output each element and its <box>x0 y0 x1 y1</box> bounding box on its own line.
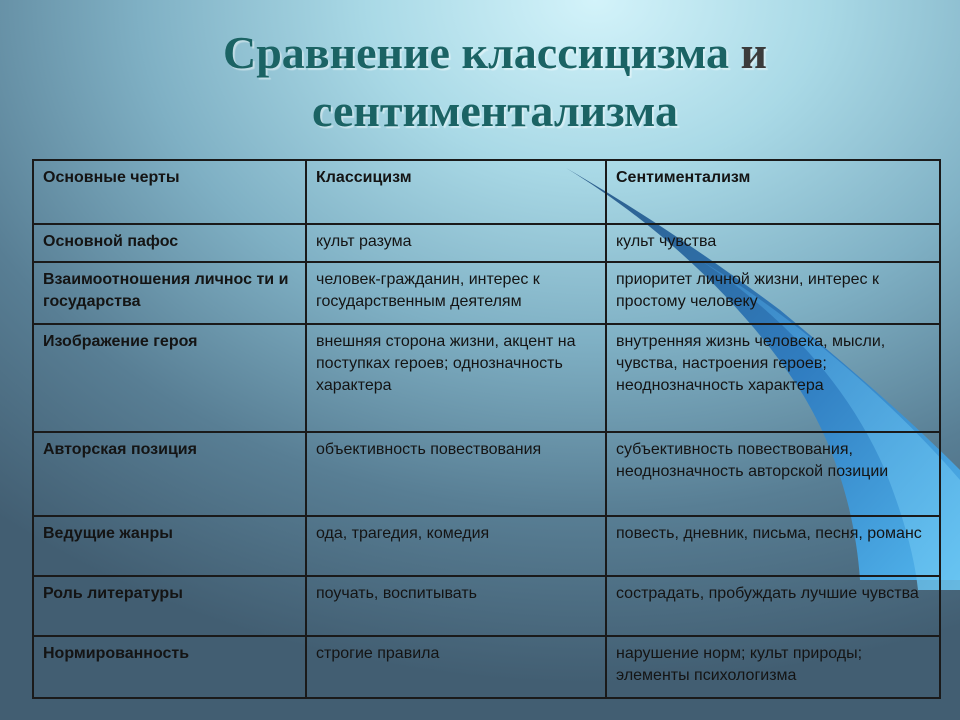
row-sentimentalism: повесть, дневник, письма, песня, романс <box>606 516 940 576</box>
header-classicism: Классицизм <box>306 160 606 224</box>
header-sentimentalism: Сентиментализм <box>606 160 940 224</box>
row-feature: Изображение героя <box>33 324 306 432</box>
row-feature: Авторская позиция <box>33 432 306 516</box>
row-classicism: ода, трагедия, комедия <box>306 516 606 576</box>
comparison-table <box>32 159 941 699</box>
row-sentimentalism: субъективность повествования, неоднозначность авторской позиции <box>606 432 940 516</box>
title-line-2: сентиментализма <box>312 85 678 136</box>
row-classicism: поучать, воспитывать <box>306 576 606 636</box>
row-classicism: внешняя сторона жизни, акцент на поступках героев; однозначность характера <box>306 324 606 432</box>
title-line-1: Сравнение классицизма <box>222 27 729 78</box>
row-feature: Роль литературы <box>33 576 306 636</box>
row-classicism: человек-гражданин, интерес к государственным деятелям <box>306 262 606 324</box>
row-feature: Нормированность <box>33 636 306 698</box>
row-classicism: культ разума <box>306 224 606 262</box>
table-row <box>33 224 940 262</box>
table-row <box>33 516 940 576</box>
row-sentimentalism: внутренняя жизнь человека, мысли, чувства, настроения героев; неоднозначность характера <box>606 324 940 432</box>
table-row <box>33 432 940 516</box>
row-classicism: объективность повествования <box>306 432 606 516</box>
header-features: Основные черты <box>33 160 306 224</box>
row-feature: Основной пафос <box>33 224 306 262</box>
title-line-1-tail: и <box>740 27 767 78</box>
table-row <box>33 324 940 432</box>
row-sentimentalism: приоритет личной жизни, интерес к простому человеку <box>606 262 940 324</box>
table-row <box>33 636 940 698</box>
row-feature: Взаимоотношения личнос ти и государства <box>33 262 306 324</box>
slide-title <box>0 24 960 140</box>
table-header-row <box>33 160 940 224</box>
row-feature: Ведущие жанры <box>33 516 306 576</box>
row-sentimentalism: культ чувства <box>606 224 940 262</box>
row-classicism: строгие правила <box>306 636 606 698</box>
row-sentimentalism: нарушение норм; культ природы; элементы психологизма <box>606 636 940 698</box>
row-sentimentalism: сострадать, пробуждать лучшие чувства <box>606 576 940 636</box>
table-row <box>33 576 940 636</box>
table-row <box>33 262 940 324</box>
